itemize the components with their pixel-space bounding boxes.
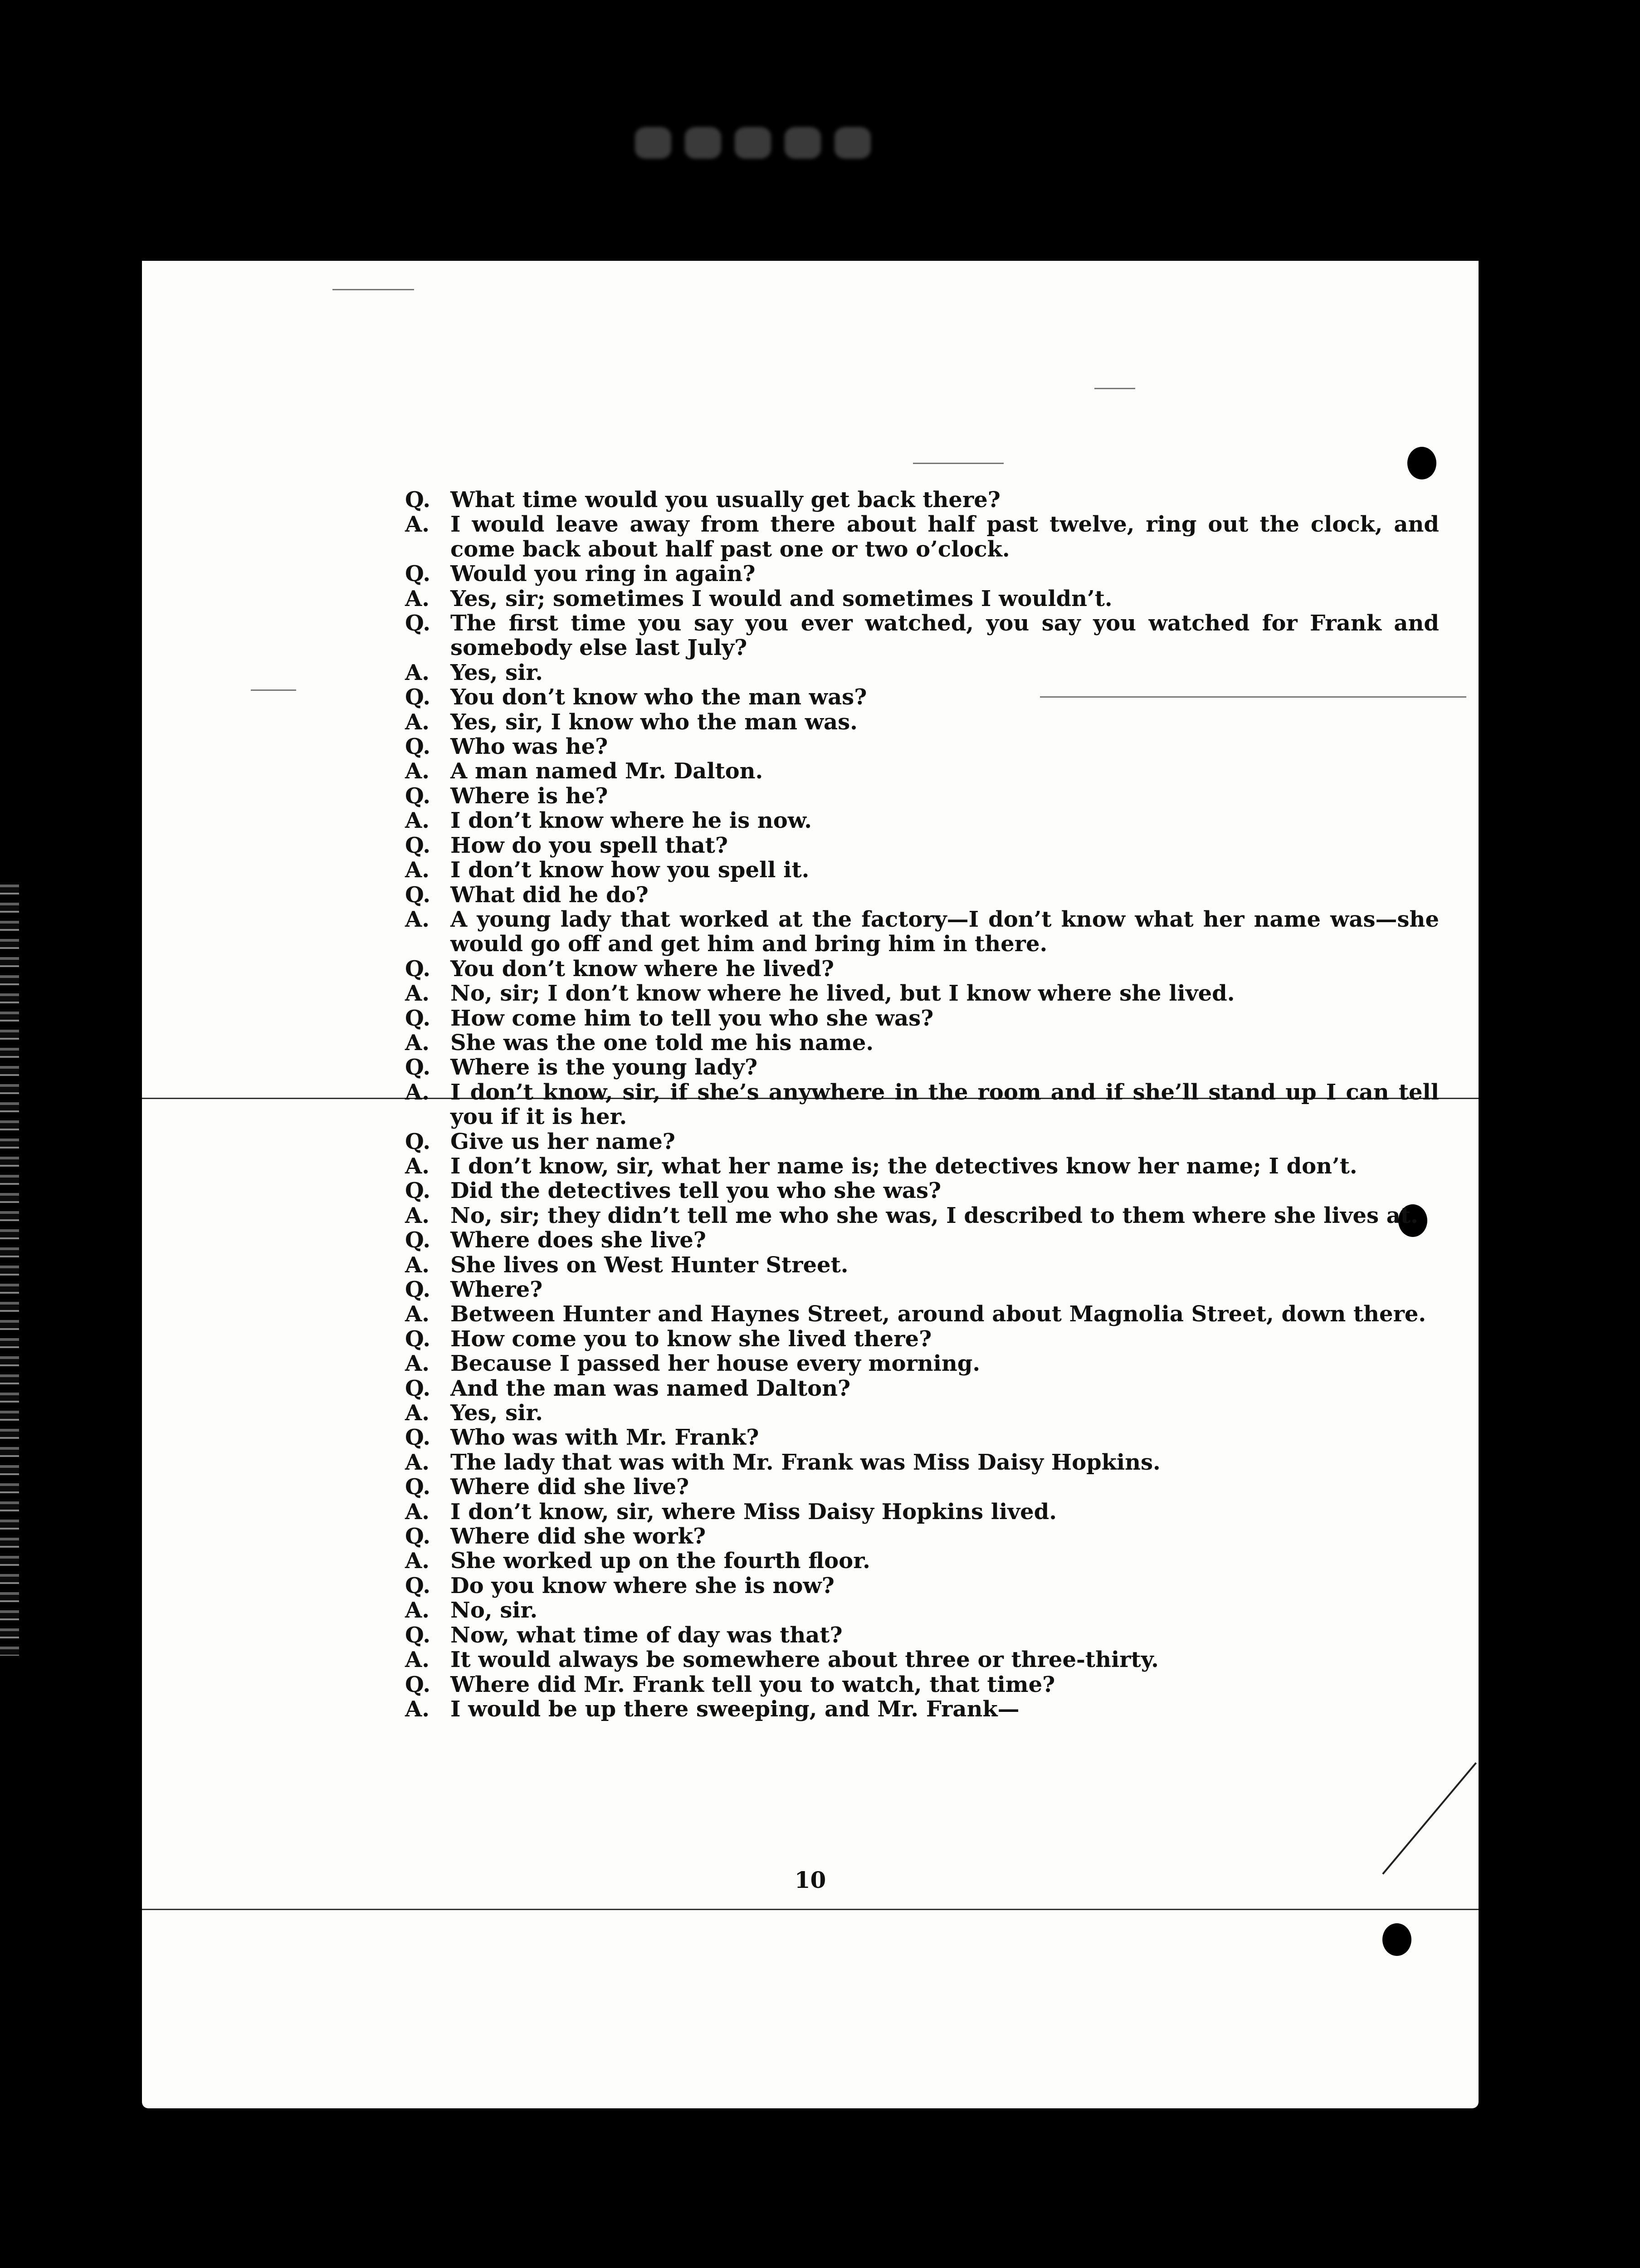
line-text: Give us her name? [450,1129,675,1154]
transcript-line [405,562,1439,586]
line-text: She worked up on the fourth floor. [450,1548,870,1574]
transcript-line [405,1623,1439,1647]
transcript-line [405,1376,1439,1401]
document-page [142,261,1479,2108]
transcript-line [405,685,1439,709]
line-text: I don’t know, sir, what her name is; the detectives know her name; I don’t. [450,1153,1357,1179]
stray-mark [1094,388,1135,389]
line-text: Who was he? [450,734,608,760]
transcript-line [405,1475,1439,1499]
speaker-label: A. [405,1598,430,1623]
transcript-line [405,512,1439,562]
line-text: And the man was named Dalton? [450,1375,851,1401]
line-text: How come you to know she lived there? [450,1326,932,1352]
line-text: Where does she live? [450,1227,706,1253]
speaker-label: A. [405,1351,430,1377]
line-text: A man named Mr. Dalton. [450,758,763,784]
speaker-label: A. [405,1079,430,1105]
line-text: I don’t know, sir, where Miss Daisy Hopkins lived. [450,1499,1057,1525]
speaker-label: Q. [405,561,431,587]
page-number: 10 [794,1867,826,1893]
transcript-line [405,1351,1439,1376]
transcript-line [405,660,1439,685]
line-text: I don’t know how you spell it. [450,857,810,883]
speaker-label: Q. [405,487,431,513]
line-text: How come him to tell you who she was? [450,1005,934,1031]
transcript-line [405,1574,1439,1598]
speaker-label: A. [405,1696,430,1722]
line-text: Did the detectives tell you who she was? [450,1178,942,1204]
line-text: A young lady that worked at the factory—I don’t know what her name was—she would go off and get him and bring him in there. [450,906,1439,957]
speaker-label: Q. [405,734,431,760]
transcript-line [405,1401,1439,1425]
speaker-label: Q. [405,882,431,908]
speaker-label: A. [405,709,430,735]
speaker-label: A. [405,512,430,538]
stray-mark [913,463,1004,464]
speaker-label: Q. [405,1524,431,1549]
speaker-label: A. [405,808,430,834]
transcript-line [405,710,1439,734]
line-text: Now, what time of day was that? [450,1622,843,1648]
transcript-line [405,1055,1439,1080]
line-text: I don’t know where he is now. [450,808,812,834]
transcript-line [405,1672,1439,1697]
line-text: Where did she work? [450,1524,706,1549]
line-text: Between Hunter and Haynes Street, around about Magnolia Street, down there. [450,1301,1426,1327]
transcript-line [405,1178,1439,1203]
transcript-line [405,1031,1439,1055]
speaker-label: Q. [405,1326,431,1352]
speaker-label: A. [405,1400,430,1426]
speaker-label: Q. [405,1129,431,1154]
transcript-line [405,808,1439,833]
line-text: How do you spell that? [450,832,728,858]
line-text: Yes, sir, I know who the man was. [450,709,858,735]
transcript-line [405,1129,1439,1154]
transcript-line [405,858,1439,882]
speaker-label: Q. [405,1227,431,1253]
speaker-label: A. [405,1153,430,1179]
line-text: Yes, sir. [450,1400,543,1426]
transcript-line [405,611,1439,660]
film-edge [0,885,19,1656]
transcript-line [405,1253,1439,1277]
speaker-label: A. [405,1647,430,1673]
speaker-label: Q. [405,832,431,858]
line-text: You don’t know where he lived? [450,956,835,982]
line-text: The first time you say you ever watched, you say you watched for Frank and somebody else last July? [450,611,1439,661]
speaker-label: Q. [405,1573,431,1598]
transcript-line [405,1549,1439,1573]
speaker-label: Q. [405,684,431,710]
speaker-label: Q. [405,1005,431,1031]
speaker-label: Q. [405,1277,431,1302]
punch-hole [1407,447,1436,479]
speaker-label: Q. [405,783,431,809]
line-text: Would you ring in again? [450,561,756,587]
transcript-line [405,1154,1439,1178]
transcript-line [405,833,1439,858]
line-text: Where is the young lady? [450,1055,758,1080]
transcript-line [405,1524,1439,1549]
speaker-label: A. [405,1301,430,1327]
speaker-label: Q. [405,1178,431,1204]
line-text: Yes, sir. [450,660,543,685]
speaker-label: Q. [405,611,431,636]
line-text: It would always be somewhere about three or three-thirty. [450,1647,1159,1673]
speaker-label: Q. [405,956,431,982]
transcript-line [405,1277,1439,1302]
line-text: No, sir. [450,1598,538,1623]
line-text: No, sir; I don’t know where he lived, but I know where she lived. [450,981,1235,1007]
line-text: The lady that was with Mr. Frank was Miss Daisy Hopkins. [450,1449,1161,1475]
transcript-line [405,488,1439,512]
line-text: What did he do? [450,882,649,908]
speaker-label: A. [405,981,430,1007]
stray-mark [251,689,296,691]
transcript-line [405,734,1439,759]
transcript-line [405,1228,1439,1252]
line-text: You don’t know who the man was? [450,684,867,710]
speaker-label: Q. [405,1672,431,1697]
speaker-label: A. [405,1252,430,1278]
speaker-label: A. [405,660,430,685]
diagonal-mark [1382,1762,1477,1875]
line-text: No, sir; they didn’t tell me who she was, I described to them where she lives at. [450,1202,1418,1228]
line-text: Where is he? [450,783,608,809]
line-text: I would be up there sweeping, and Mr. Frank— [450,1696,1020,1722]
line-text: Do you know where she is now? [450,1573,835,1598]
line-text: Because I passed her house every morning. [450,1351,981,1377]
line-text: What time would you usually get back there? [450,487,1001,513]
line-text: She was the one told me his name. [450,1030,874,1056]
transcript-line [405,1500,1439,1524]
stray-mark [332,289,414,290]
speaker-label: Q. [405,1375,431,1401]
transcript-line [405,981,1439,1006]
header-smudge [635,127,943,177]
speaker-label: Q. [405,1474,431,1500]
line-text: Where? [450,1277,543,1302]
transcript-line [405,784,1439,808]
transcript-line [405,883,1439,907]
transcript-line [405,587,1439,611]
speaker-label: A. [405,1449,430,1475]
transcript-line [405,1302,1439,1326]
speaker-label: A. [405,906,430,932]
speaker-label: Q. [405,1055,431,1080]
transcript-line [405,1080,1439,1129]
speaker-label: A. [405,586,430,611]
transcript-line [405,759,1439,783]
speaker-label: A. [405,758,430,784]
line-text: Where did she live? [450,1474,689,1500]
punch-hole [1382,1923,1411,1956]
line-text: She lives on West Hunter Street. [450,1252,849,1278]
transcript-line [405,1327,1439,1351]
transcript-line [405,1006,1439,1031]
transcript-line [405,1450,1439,1475]
speaker-label: A. [405,1030,430,1056]
transcript-line [405,957,1439,981]
speaker-label: Q. [405,1622,431,1648]
line-text: Where did Mr. Frank tell you to watch, that time? [450,1672,1055,1697]
transcript-line [405,1425,1439,1450]
speaker-label: A. [405,1499,430,1525]
speaker-label: A. [405,1202,430,1228]
transcript-line [405,1203,1439,1228]
speaker-label: A. [405,857,430,883]
transcript-line [405,1598,1439,1623]
line-text: I would leave away from there about half past twelve, ring out the clock, and come back about half past one or two o’clock. [450,512,1439,562]
transcript [405,488,1439,1721]
speaker-label: A. [405,1548,430,1574]
line-text: Who was with Mr. Frank? [450,1425,759,1451]
horizontal-rule [142,1909,1479,1910]
transcript-line [405,1647,1439,1672]
transcript-line [405,1697,1439,1721]
speaker-label: Q. [405,1425,431,1451]
line-text: I don’t know, sir, if she’s anywhere in the room and if she’ll stand up I can tell you if it is her. [450,1079,1439,1130]
line-text: Yes, sir; sometimes I would and sometimes I wouldn’t. [450,586,1113,611]
transcript-line [405,907,1439,957]
